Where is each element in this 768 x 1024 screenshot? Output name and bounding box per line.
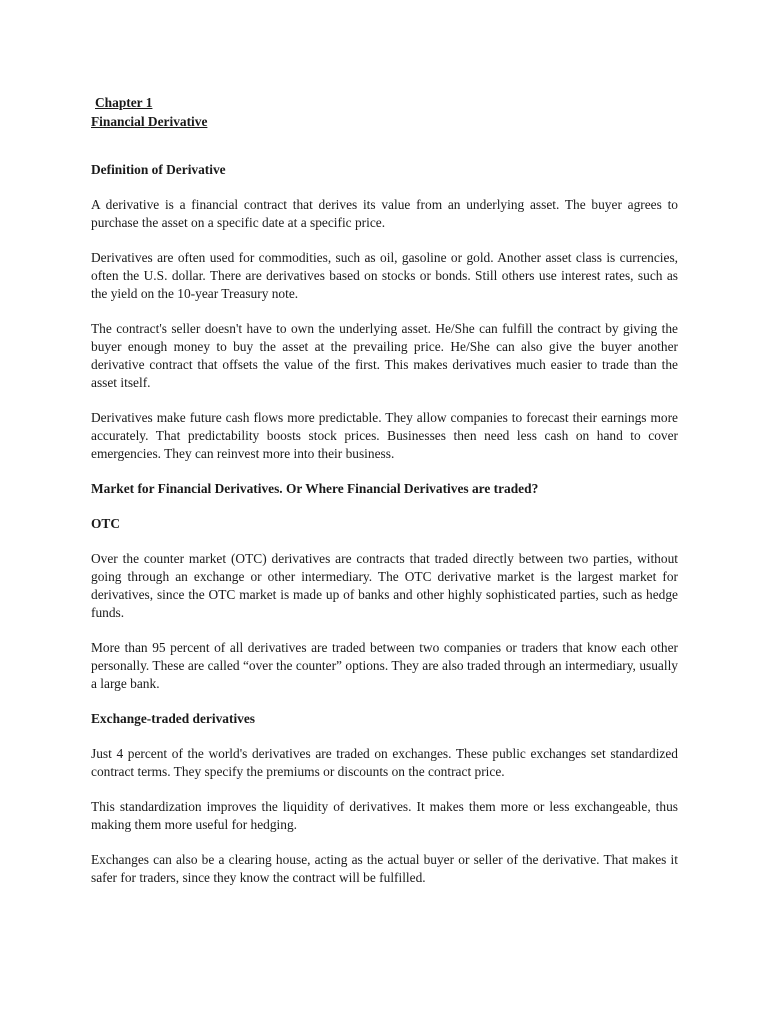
heading-otc: OTC bbox=[91, 516, 121, 531]
paragraph-clearing-house: Exchanges can also be a clearing house, acting as the actual buyer or seller of the derivative. That makes it safer for traders, since they know the contract will be fulfilled. bbox=[91, 852, 678, 885]
heading-definition: Definition of Derivative bbox=[91, 162, 226, 177]
heading-market: Market for Financial Derivatives. Or Where Financial Derivatives are traded? bbox=[91, 481, 539, 496]
paragraph-4-percent: Just 4 percent of the world's derivatives are traded on exchanges. These public exchanges set standardized contract terms. They specify the premiums or discounts on the contract price. bbox=[91, 746, 678, 779]
paragraph-seller: The contract's seller doesn't have to own the underlying asset. He/She can fulfill the contract by giving the buyer enough money to buy the asset at the prevailing price. He/She can also give the buyer another derivative contract that offsets the value of the first. This makes derivatives much easier to trade than the asset itself. bbox=[91, 321, 678, 390]
document-title: Financial Derivative bbox=[91, 114, 208, 129]
paragraph-otc: Over the counter market (OTC) derivatives are contracts that traded directly between two parties, without going through an exchange or other intermediary. The OTC derivative market is the largest market for derivatives, since the OTC market is made up of banks and other highly sophisticated parties, such as hedge funds. bbox=[91, 551, 678, 620]
paragraph-standardization: This standardization improves the liquidity of derivatives. It makes them more or less exchangeable, thus making them more useful for hedging. bbox=[91, 799, 678, 832]
chapter-label: Chapter 1 bbox=[95, 95, 153, 110]
paragraph-cash-flows: Derivatives make future cash flows more predictable. They allow companies to forecast their earnings more accurately. That predictability boosts stock prices. Businesses then need less cash on hand to cover emergencies. They can reinvest more into their business. bbox=[91, 410, 678, 461]
heading-exchange-traded: Exchange-traded derivatives bbox=[91, 711, 256, 726]
paragraph-commodities: Derivatives are often used for commodities, such as oil, gasoline or gold. Another asset class is currencies, often the U.S. dollar. There are derivatives based on stocks or bonds. Still others use interest rates, such as the yield on the 10-year Treasury note. bbox=[91, 250, 678, 301]
document-page bbox=[91, 93, 678, 887]
paragraph-95-percent: More than 95 percent of all derivatives are traded between two companies or traders that know each other personally. These are called “over the counter” options. They are also traded through an intermediary, usually a large bank. bbox=[91, 640, 678, 691]
paragraph-definition: A derivative is a financial contract that derives its value from an underlying asset. The buyer agrees to purchase the asset on a specific date at a specific price. bbox=[91, 197, 678, 230]
